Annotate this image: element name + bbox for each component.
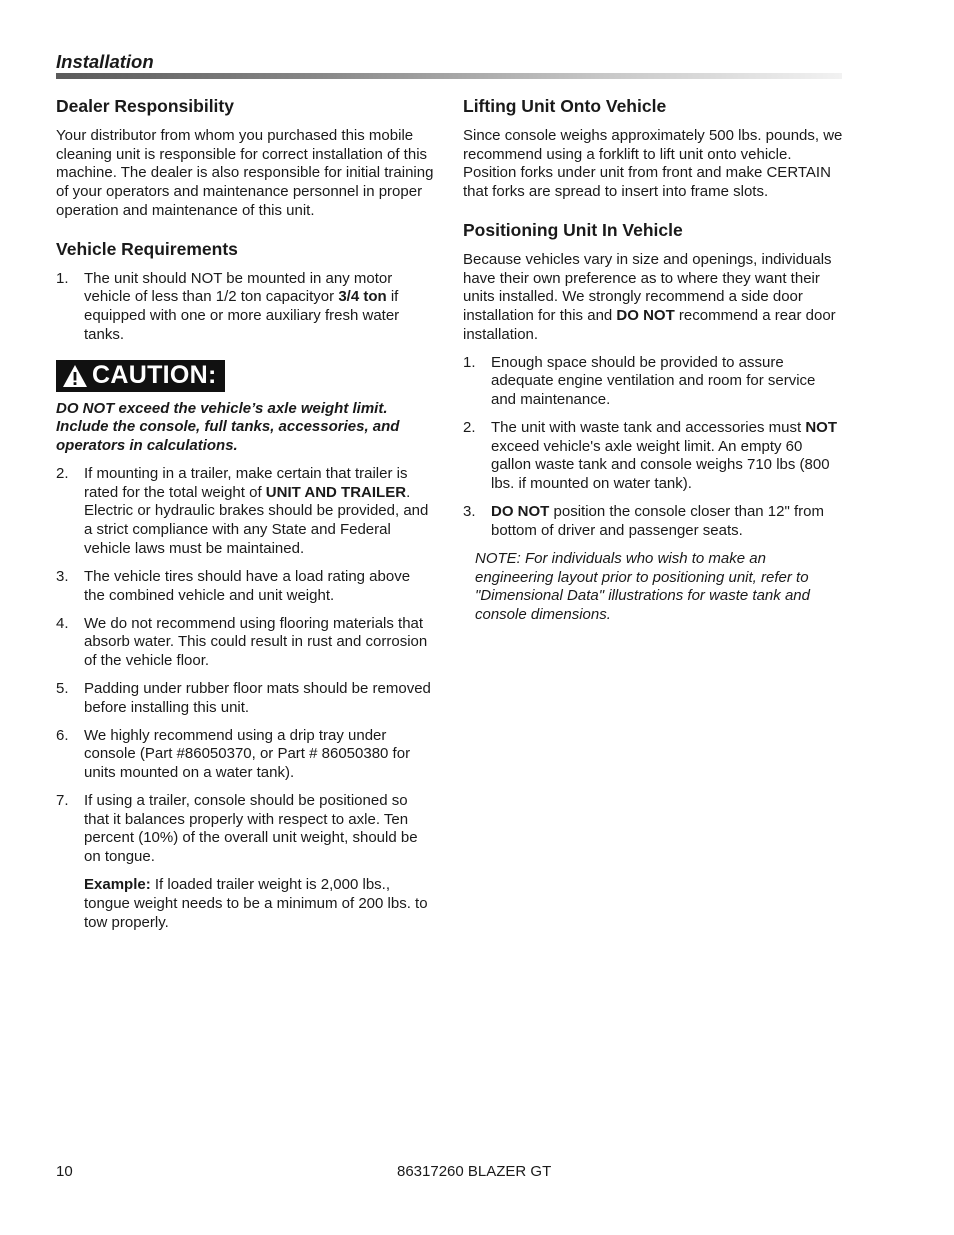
left-column [56, 96, 434, 932]
body-text: recommend a rear door installation. [463, 306, 836, 343]
list-item [56, 680, 434, 717]
list-item [56, 568, 434, 605]
list-text: We highly recommend using a drip tray under console (Part #86050370, or Part # 86050380 for units mounted on a water tank). [84, 726, 411, 782]
list-bold: DO NOT [491, 503, 550, 521]
caution-banner [56, 360, 225, 392]
list-item [56, 727, 434, 783]
vehicle-heading: Vehicle Requirements [56, 238, 238, 259]
positioning-heading: Positioning Unit In Vehicle [463, 219, 683, 240]
caution-label: CAUTION: [92, 361, 217, 390]
caution-text: DO NOT exceed the vehicle’s axle weight limit. Include the console, full tanks, accessories, and operators in calculations. [56, 399, 400, 455]
positioning-body [463, 251, 843, 345]
list-number: 1. [56, 269, 69, 287]
example-paragraph [56, 876, 434, 932]
list-text: The unit with waste tank and accessories must [491, 419, 806, 437]
list-text: The vehicle tires should have a load rating above the combined vehicle and unit weight. [84, 567, 411, 604]
right-column [463, 96, 843, 625]
list-text: If mounting in a trailer, make certain that trailer is rated for the total weight of [84, 465, 408, 501]
list-text: Padding under rubber floor mats should be removed before installing this unit. [84, 679, 431, 716]
dealer-heading: Dealer Responsibility [56, 96, 234, 116]
list-number: 6. [56, 726, 69, 744]
lifting-heading: Lifting Unit Onto Vehicle [463, 96, 667, 116]
list-text: The unit should NOT be mounted in any motor vehicle of less than 1/2 ton capacityor [84, 269, 393, 306]
list-text: exceed vehicle's axle weight limit. An empty 60 gallon waste tank and console weighs 710 lbs (800 lbs. if mounted on water tank). [491, 437, 830, 493]
positioning-list [463, 354, 843, 541]
list-item [463, 503, 843, 540]
list-text: We do not recommend using flooring materials that absorb water. This could result in rust and corrosion of the vehicle floor. [84, 614, 428, 669]
document-id: 86317260 BLAZER GT [397, 1163, 552, 1180]
list-number: 2. [463, 419, 476, 437]
list-text: if equipped with one or more auxiliary fresh water tanks. [84, 288, 400, 343]
body-bold: DO NOT [616, 306, 675, 324]
list-text: . Electric or hydraulic brakes should be provided, and a strict compliance with any State and Federal vehicle laws must be maintained. [84, 483, 429, 557]
list-text: Enough space should be provided to assure adequate engine ventilation and room for service and maintenance. [491, 353, 816, 409]
list-number: 4. [56, 614, 69, 632]
positioning-note: NOTE: For individuals who wish to make an engineering layout prior to positioning unit, refer to "Dimensional Data" illustrations for waste tank and console dimensions. [475, 549, 810, 623]
list-item [56, 270, 434, 345]
list-number: 3. [56, 567, 69, 585]
vehicle-list-a [56, 270, 434, 345]
list-bold: NOT [805, 419, 837, 437]
list-item [463, 354, 843, 410]
section-title: Installation [56, 51, 154, 72]
dealer-body: Your distributor from whom you purchased this mobile cleaning unit is responsible for correct installation of this machine. The dealer is also responsible for initial training of your operators and maintenance personnel in proper operation and maintenance of this unit. [56, 127, 434, 219]
list-text: If using a trailer, console should be positioned so that it balances properly with respect to axle. Ten percent (10%) of the overall unit weight, should be on tongue. [84, 792, 418, 866]
list-item [463, 419, 843, 494]
list-number: 1. [463, 353, 476, 371]
list-bold: 3/4 ton [338, 288, 387, 306]
list-item [56, 615, 434, 671]
list-bold: UNIT AND TRAILER [265, 483, 407, 501]
list-item [56, 792, 434, 867]
warning-triangle-icon [62, 364, 88, 388]
list-number: 2. [56, 465, 69, 483]
body-text: Because vehicles vary in size and openings, individuals have their own preference as to where they want their units installed. We strongly recommend a side door installation for this and [463, 250, 832, 324]
list-number: 5. [56, 679, 69, 697]
list-item [56, 465, 434, 559]
list-number: 7. [56, 792, 69, 810]
title-rule [56, 73, 842, 79]
vehicle-list-b [56, 465, 434, 867]
example-label: Example: [84, 876, 151, 894]
lifting-body: Since console weighs approximately 500 lbs. pounds, we recommend using a forklift to lift unit onto vehicle. Position forks under unit from front and make CERTAIN that forks are spread to insert into frame slots. [463, 127, 843, 201]
page-number: 10 [56, 1163, 73, 1180]
example-text: If loaded trailer weight is 2,000 lbs., tongue weight needs to be a minimum of 200 lbs. to tow properly. [84, 876, 428, 931]
list-number: 3. [463, 503, 476, 521]
list-text: position the console closer than 12" from bottom of driver and passenger seats. [491, 503, 824, 539]
